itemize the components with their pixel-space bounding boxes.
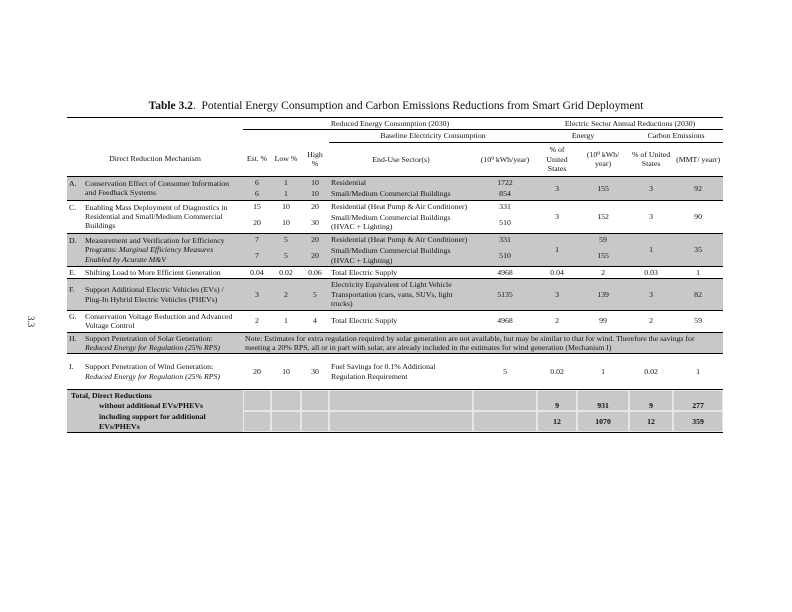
mechanism-h: H. Support Penetration of Solar Generation: Reduced Energy for Regulation (25% RPS) (67, 332, 243, 354)
table-row: E. Shifting Load to More Efficient Generation 0.04 0.02 0.06 Total Electric Supply 4968 0.04 2 0.03 1 (67, 267, 723, 279)
mechanism-e: E. Shifting Load to More Efficient Generation (67, 267, 243, 279)
header-energy: Energy (537, 130, 629, 142)
header-mechanism: Direct Reduction Mechanism (67, 142, 243, 176)
header-carbon: Carbon Emissions (629, 130, 723, 142)
total-row: Total, Direct Reductions without additional EVs/PHEVs 9 931 9 277 (67, 390, 723, 411)
table-row: C. Enabling Mass Deployment of Diagnostics in Residential and Small/Medium Commercial Buildings 15 10 20 Residential (Heat Pump & Air Conditioner) 331 3 152 3 90 (67, 200, 723, 212)
table-row: F. Support Additional Electric Vehicles (EVs) / Plug-In Hybrid Electric Vehicles (PHEVs) 3 2 5 Electricity Equivalent of Light Vehicle Transportation (cars, vans, SUVs, light trucks) 5135 3 139 3 82 (67, 279, 723, 310)
table-row: D. Measurement and Verification for Efficiency Programs: Marginal Efficiency Measures Enabled by Acurate M&V 7 5 20 Residential (Heat Pump & Air Conditioner) 331 1 59 1 35 (67, 233, 723, 245)
mechanism-g: G. Conservation Voltage Reduction and Advanced Voltage Control (67, 310, 243, 332)
reductions-table (67, 117, 723, 433)
solar-note: Note: Estimates for extra regulation required by solar generation are not available, but may be similar to that for wind. Therefore the savings for meeting a 20% RPS, all or in part with solar, are already included in the estimates for wind generation (Mechanism I) (243, 332, 723, 354)
header-mmt: (MMT/ yearr) (673, 142, 723, 176)
table-title-label: Table 3.2 (148, 100, 193, 112)
mechanism-c: C. Enabling Mass Deployment of Diagnostics in Residential and Small/Medium Commercial Buildings (67, 200, 243, 233)
total-with-label: including support for additional EVs/PHEVs (67, 411, 243, 432)
table-row: I. Support Penetration of Wind Generation: Reduced Energy for Regulation (25% RPS) 20 10 30 Fuel Savings for 0.1% Additional Regulation Requirement 5 0.02 1 0.02 1 (67, 354, 723, 390)
table-title: Table 3.2. Potential Energy Consumption and Carbon Emissions Reductions from Smart Grid Deployment (148, 100, 644, 112)
header-high: High % (301, 142, 329, 176)
page-side-label: 3.3 (26, 316, 36, 328)
mechanism-a: A. Conservation Effect of Consumer Information and Feedback Systems (67, 176, 243, 200)
header-low: Low % (271, 142, 301, 176)
mechanism-f: F. Support Additional Electric Vehicles (EVs) / Plug-In Hybrid Electric Vehicles (PHEVs) (67, 279, 243, 310)
header-reduced: Reduced Energy Consumption (2030) (243, 118, 537, 130)
header-est: Est. % (243, 142, 271, 176)
header-kwh: (10⁹ kWh/year) (473, 142, 537, 176)
header-enduse: End-Use Sector(s) (329, 142, 473, 176)
header-pct-us-carbon: % of United States (629, 142, 673, 176)
table-row: A. Conservation Effect of Consumer Information and Feedback Systems 6 1 10 Residential 1722 3 155 3 92 (67, 176, 723, 188)
header-pct-us-energy: % of United States (537, 142, 577, 176)
table-row (67, 332, 723, 354)
table-row: 20 10 30 Small/Medium Commercial Buildings (HVAC + Lighting) 510 (67, 212, 723, 233)
total-row: including support for additional EVs/PHEVs 12 1070 12 359 (67, 411, 723, 432)
total-label: Total, Direct Reductions without additional EVs/PHEVs (71, 391, 203, 410)
table-row: 7 5 20 Small/Medium Commercial Buildings (HVAC + Lighting) 510 155 (67, 245, 723, 266)
header-electric: Electric Sector Annual Reductions (2030) (537, 118, 723, 130)
table-title-text: Potential Energy Consumption and Carbon Emissions Reductions from Smart Grid Deployment (201, 100, 644, 112)
mechanism-i: I. Support Penetration of Wind Generation: Reduced Energy for Regulation (25% RPS) (67, 354, 243, 390)
header-baseline: Baseline Electricity Consumption (329, 130, 537, 142)
header-energy-unit: (10⁹ kWh/ year) (577, 142, 629, 176)
mechanism-d: D. Measurement and Verification for Efficiency Programs: Marginal Efficiency Measures Enabled by Acurate M&V (67, 233, 243, 266)
table-row: G. Conservation Voltage Reduction and Advanced Voltage Control 2 1 4 Total Electric Supply 4968 2 99 2 59 (67, 310, 723, 332)
table-row: 6 1 10 Small/Medium Commercial Buildings 854 (67, 188, 723, 200)
